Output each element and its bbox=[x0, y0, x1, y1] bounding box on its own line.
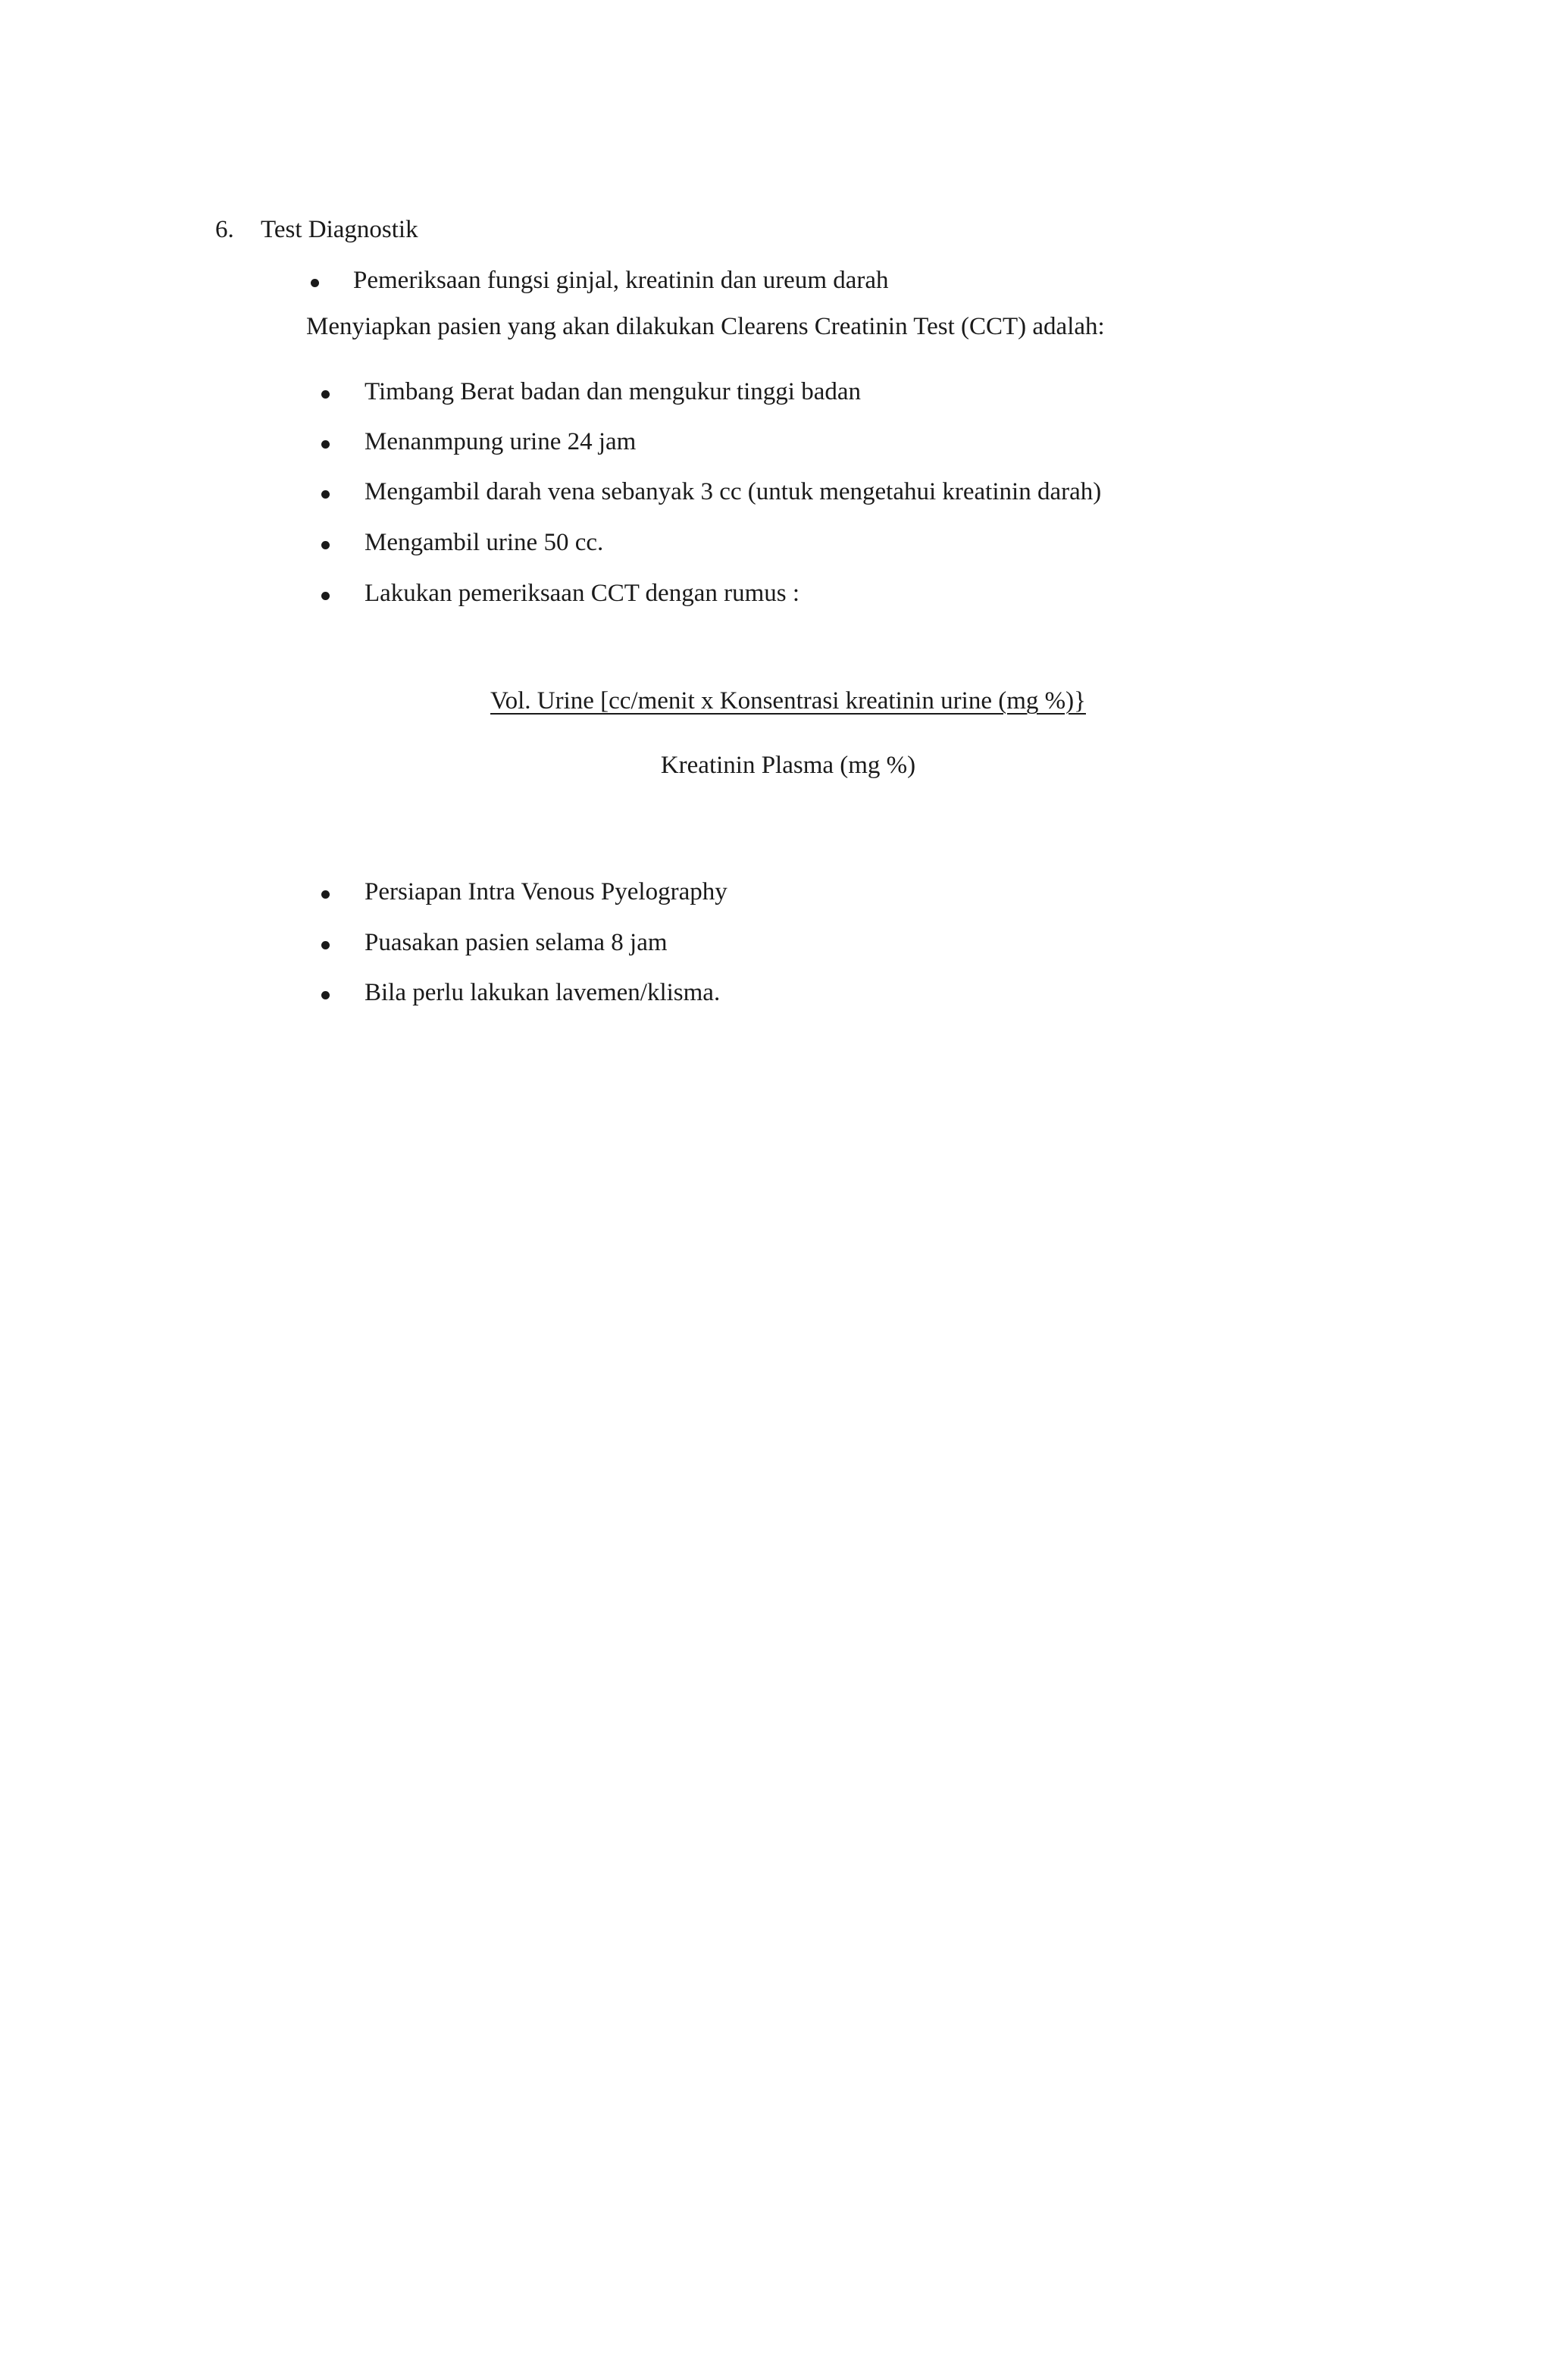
bullet-icon bbox=[321, 541, 330, 549]
bullet-icon bbox=[321, 890, 330, 899]
bullet-icon bbox=[321, 490, 330, 499]
section-number: 6. bbox=[215, 216, 234, 243]
list-item-text: Menanmpung urine 24 jam bbox=[365, 428, 637, 455]
formula-numerator: Vol. Urine [cc/menit x Konsentrasi kreatinin urine (mg %)} bbox=[490, 687, 1086, 715]
list-item-text: Mengambil urine 50 cc. bbox=[365, 529, 604, 556]
list-item-text: Persiapan Intra Venous Pyelography bbox=[365, 878, 728, 905]
list-item-text: Lakukan pemeriksaan CCT dengan rumus : bbox=[365, 580, 800, 607]
bullet-icon bbox=[321, 390, 330, 399]
list-item-text: Timbang Berat badan dan mengukur tinggi badan bbox=[365, 378, 861, 405]
bullet-icon bbox=[321, 991, 330, 999]
first-bullet-text: Pemeriksaan fungsi ginjal, kreatinin dan ureum darah bbox=[353, 267, 889, 294]
list-item-text: Puasakan pasien selama 8 jam bbox=[365, 929, 668, 956]
formula-denominator: Kreatinin Plasma (mg %) bbox=[660, 752, 916, 779]
bullet-icon bbox=[321, 592, 330, 600]
list-item-text: Mengambil darah vena sebanyak 3 cc (untuk mengetahui kreatinin darah) bbox=[365, 478, 1102, 505]
section-title: Test Diagnostik bbox=[261, 216, 418, 243]
bullet-icon bbox=[321, 941, 330, 949]
intro-text: Menyiapkan pasien yang akan dilakukan Clearens Creatinin Test (CCT) adalah: bbox=[306, 313, 1105, 340]
list-item-text: Bila perlu lakukan lavemen/klisma. bbox=[365, 979, 721, 1006]
bullet-icon bbox=[321, 440, 330, 449]
bullet-icon bbox=[311, 279, 319, 287]
